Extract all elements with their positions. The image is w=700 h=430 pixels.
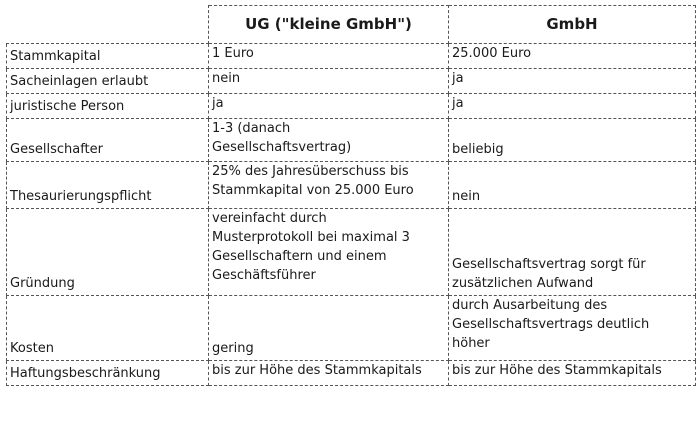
row-label: Gesellschafter [7, 119, 209, 162]
ug-value [209, 94, 449, 119]
gmbh-value-text: bis zur Höhe des Stammkapitals [452, 363, 662, 378]
header-row [7, 6, 696, 44]
header-ug: UG ("kleine GmbH") [209, 6, 449, 44]
gmbh-value-text: Gesellschaftsvertrag sorgt für zusätzlichen Aufwand [452, 257, 646, 291]
row-label: Haftungsbeschränkung [7, 361, 209, 386]
ug-value-text: 1-3 (danach Gesellschaftsvertrag) [212, 121, 352, 155]
gmbh-value-text: ja [452, 96, 464, 111]
row-label: Gründung [7, 209, 209, 296]
gmbh-value [449, 209, 696, 296]
row-label: juristische Person [7, 94, 209, 119]
ug-value [209, 361, 449, 386]
gmbh-value [449, 69, 696, 94]
gmbh-value-text: beliebig [452, 142, 504, 157]
ug-value-text: nein [212, 71, 241, 86]
gmbh-value [449, 361, 696, 386]
header-empty-cell [7, 6, 209, 44]
ug-value [209, 296, 449, 361]
table-row [7, 44, 696, 69]
table-row [7, 94, 696, 119]
ug-value [209, 162, 449, 209]
ug-value-text: 25% des Jahresüberschuss bis Stammkapital von 25.000 Euro [212, 164, 414, 198]
gmbh-value-text: ja [452, 71, 464, 86]
table-row [7, 119, 696, 162]
gmbh-value [449, 44, 696, 69]
table-row [7, 296, 696, 361]
ug-value [209, 44, 449, 69]
gmbh-value [449, 119, 696, 162]
ug-value [209, 119, 449, 162]
gmbh-value [449, 162, 696, 209]
header-gmbh: GmbH [449, 6, 696, 44]
row-label: Kosten [7, 296, 209, 361]
ug-value-text: bis zur Höhe des Stammkapitals [212, 363, 422, 378]
ug-value-text: ja [212, 96, 224, 111]
gmbh-value-text: 25.000 Euro [452, 46, 532, 61]
ug-value [209, 209, 449, 296]
gmbh-value-text: durch Ausarbeitung des Gesellschaftsvertrags deutlich höher [452, 298, 650, 351]
table-row [7, 361, 696, 386]
row-label: Sacheinlagen erlaubt [7, 69, 209, 94]
table-row [7, 162, 696, 209]
gmbh-value-text: nein [452, 189, 481, 204]
ug-value [209, 69, 449, 94]
ug-value-text: gering [212, 341, 254, 356]
row-label: Stammkapital [7, 44, 209, 69]
gmbh-value [449, 94, 696, 119]
table-row [7, 69, 696, 94]
row-label: Thesaurierungspflicht [7, 162, 209, 209]
ug-value-text: 1 Euro [212, 46, 254, 61]
ug-value-text: vereinfacht durch Musterprotokoll bei maximal 3 Gesellschaftern und einem Geschäftsführer [212, 211, 410, 283]
table-row [7, 209, 696, 296]
gmbh-value [449, 296, 696, 361]
comparison-table [6, 5, 696, 386]
